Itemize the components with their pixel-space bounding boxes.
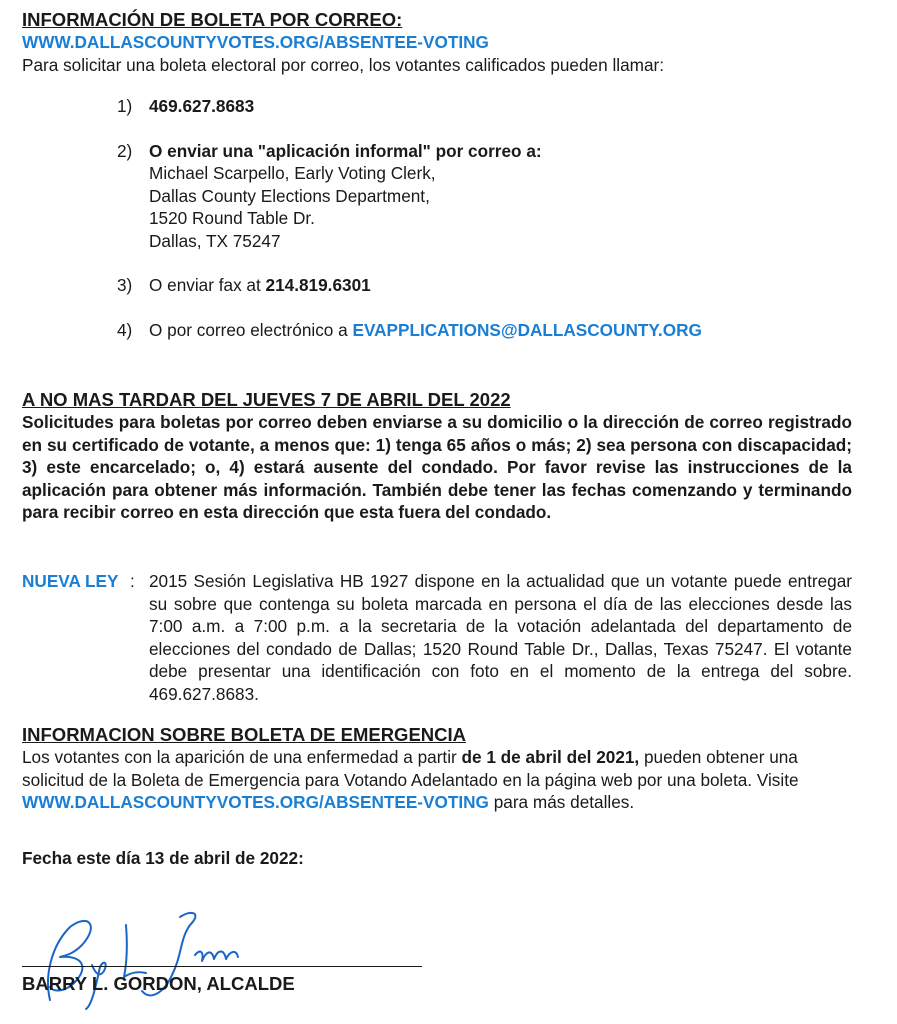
- emergency-body-text: Los votantes con la aparición de una enfermedad a partir: [22, 747, 462, 767]
- emergency-section: [22, 723, 852, 814]
- signature-line: [22, 966, 422, 967]
- emergency-heading: INFORMACION SOBRE BOLETA DE EMERGENCIA: [22, 724, 467, 745]
- address-line: Michael Scarpello, Early Voting Clerk,: [149, 163, 436, 183]
- fax-number: 214.819.6301: [265, 275, 371, 295]
- list-item: [22, 95, 852, 118]
- email-prefix: O por correo electrónico a: [149, 319, 353, 340]
- email-link[interactable]: EVAPPLICATIONS@DALLASCOUNTY.ORG: [352, 319, 702, 340]
- mail-ballot-heading: INFORMACIÓN DE BOLETA POR CORREO:: [22, 9, 403, 30]
- new-law-colon: :: [130, 571, 135, 591]
- mailing-address: [149, 162, 852, 252]
- list-item: [22, 319, 852, 342]
- item-number: 3): [117, 275, 133, 295]
- emergency-date: de 1 de abril del 2021,: [461, 747, 640, 767]
- item-number: 4): [117, 319, 133, 340]
- list-item: [22, 140, 852, 253]
- emergency-body-text: para más detalles.: [488, 792, 635, 812]
- contact-options-list: [22, 95, 852, 341]
- deadline-body: Solicitudes para boletas por correo deben enviarse a su domicilio o la dirección de correo registrado en su certificado de votante, a menos que: 1) tenga 65 años o más; 2) sea persona con discapacidad; 3) este encarcelado; o, 4) estará ausente del condado. Por favor revise las instrucciones de la aplicación para obtener más información. También debe tener las fechas comenzando y terminando para recibir correo en esta dirección que esta fuera del condado.: [22, 412, 852, 522]
- new-law-section: [22, 570, 852, 705]
- informal-application-label: O enviar una "aplicación informal" por correo a:: [149, 140, 542, 161]
- handwritten-signature: [30, 905, 290, 1015]
- mayor-name: BARRY L. GORDON, ALCALDE: [22, 973, 295, 994]
- address-line: 1520 Round Table Dr.: [149, 208, 315, 228]
- emergency-body-text: pueden obtener una solicitud de la Boleta de Emergencia para Votando Adelantado en la página web por una boleta. Visite: [22, 747, 799, 790]
- address-line: Dallas, TX 75247: [149, 230, 281, 251]
- new-law-label: NUEVA LEY: [22, 571, 119, 591]
- deadline-section: [22, 388, 852, 524]
- emergency-link[interactable]: WWW.DALLASCOUNTYVOTES.ORG/ABSENTEE-VOTING: [22, 792, 489, 812]
- emergency-body: [22, 746, 852, 814]
- mail-ballot-intro: Para solicitar una boleta electoral por correo, los votantes calificados pueden llamar:: [22, 54, 665, 75]
- new-law-body: 2015 Sesión Legislativa HB 1927 dispone en la actualidad que un votante puede entregar su sobre que contenga su boleta marcada en persona el día de las elecciones desde las 7:00 a.m. a 7:00 p.m. a la secretaria de la votación adelantada del departamento de elecciones del condado de Dallas; 1520 Round Table Dr., Dallas, Texas 75247. El votante debe presentar una identificación con foto en el momento de la entrega del sobre. 469.627.8683.: [149, 571, 852, 704]
- date-line: Fecha este día 13 de abril de 2022:: [22, 848, 304, 868]
- item-number: 1): [117, 96, 133, 116]
- document: [22, 8, 852, 868]
- absentee-voting-link[interactable]: WWW.DALLASCOUNTYVOTES.ORG/ABSENTEE-VOTING: [22, 32, 489, 52]
- fax-prefix: O enviar fax at: [149, 275, 266, 295]
- phone-number: 469.627.8683: [149, 96, 255, 116]
- address-line: Dallas County Elections Department,: [149, 185, 430, 206]
- item-number: 2): [117, 140, 133, 161]
- deadline-heading: A NO MAS TARDAR DEL JUEVES 7 DE ABRIL DEL 2022: [22, 389, 511, 410]
- list-item: [22, 274, 852, 297]
